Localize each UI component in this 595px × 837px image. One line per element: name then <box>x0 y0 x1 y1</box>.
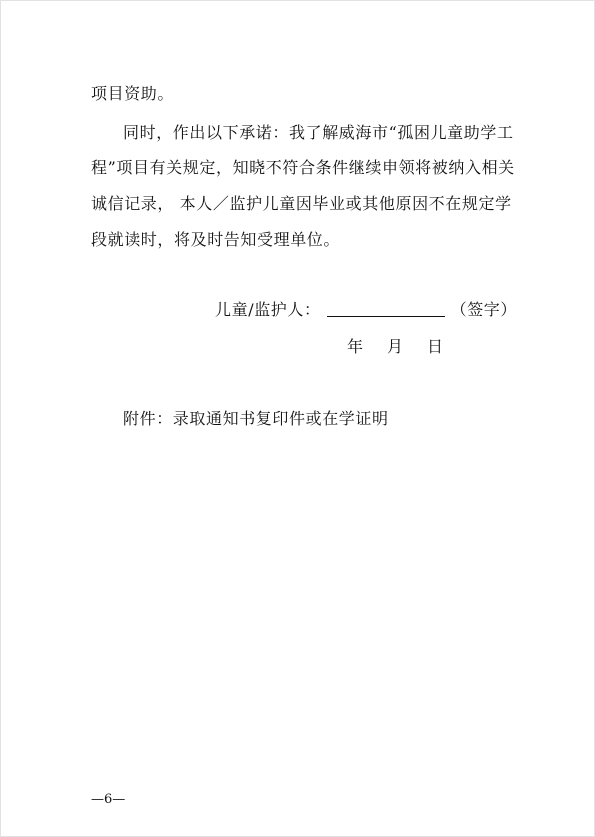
date-month: 月 <box>387 337 404 356</box>
signature-row <box>215 299 517 321</box>
paragraph-line-4: 诚信记录， 本人／监护儿童因毕业或其他原因不在规定学 <box>91 194 512 213</box>
paragraph-line-1: 项目资助。 <box>91 84 175 103</box>
page-number: —6— <box>91 792 126 807</box>
signature-label: 儿童/监护人： <box>215 300 321 319</box>
paragraph-line-2: 同时，作出以下承诺：我了解威海市“孤困儿童助学工 <box>123 123 514 142</box>
date-year: 年 <box>347 337 364 356</box>
paragraph-line-5: 段就读时，将及时告知受理单位。 <box>91 230 341 249</box>
paragraph-line-3: 程”项目有关规定，知晓不符合条件继续申领将被纳入相关 <box>91 158 515 177</box>
date-day: 日 <box>427 337 444 356</box>
signature-suffix: （签字） <box>450 300 517 319</box>
attachment-note: 附件：录取通知书复印件或在学证明 <box>123 409 389 428</box>
signature-blank-line <box>327 315 445 317</box>
